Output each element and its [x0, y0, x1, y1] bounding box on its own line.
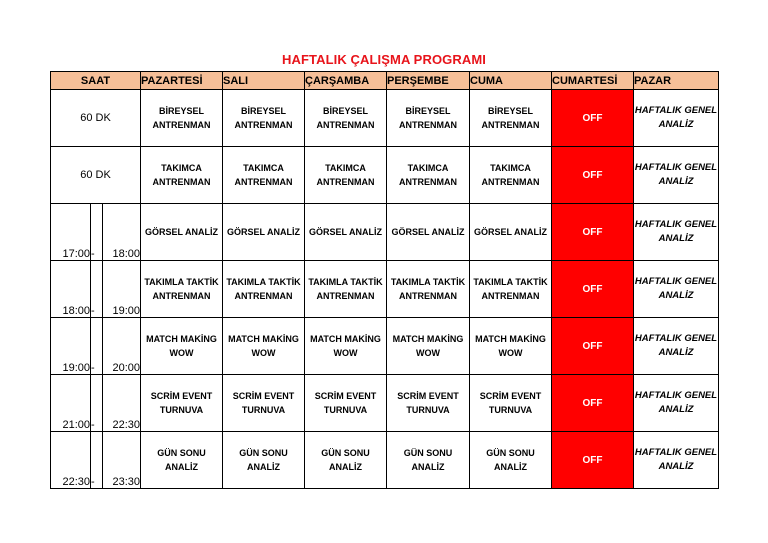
activity-line: SCRİM EVENT [479, 391, 542, 401]
activity-line: ANTRENMAN [481, 291, 540, 301]
schedule-table [50, 71, 719, 489]
activity-line: ANTRENMAN [399, 120, 457, 130]
activity-cell [387, 90, 470, 147]
activity-line: TAKIMLA TAKTİK [390, 277, 466, 287]
sunday-line: HAFTALIK GENEL [634, 162, 718, 173]
activity-line: WOW [251, 348, 276, 358]
activity-cell [223, 375, 305, 432]
off-label: OFF [582, 397, 603, 409]
activity-cell [387, 147, 470, 204]
header-sunday: PAZAR [634, 72, 719, 90]
activity-cell [387, 375, 470, 432]
activity-line: GÜN SONU [157, 448, 206, 458]
activity-line: BİREYSEL [240, 106, 286, 116]
activity-cell [141, 147, 223, 204]
sunday-line: HAFTALIK GENEL [634, 333, 718, 344]
activity-cell [223, 318, 305, 375]
activity-cell [223, 432, 305, 489]
activity-line: TAKIMLA TAKTİK [308, 277, 383, 287]
activity-line: BİREYSEL [158, 106, 204, 116]
sunday-cell [634, 147, 719, 204]
activity-line: ANTRENMAN [152, 177, 211, 187]
activity-line: ANALİZ [247, 462, 280, 472]
off-label: OFF [582, 454, 603, 466]
activity-line: ANALİZ [165, 462, 198, 472]
sunday-line: ANALİZ [658, 290, 694, 301]
sunday-cell [634, 375, 719, 432]
off-cell [552, 375, 634, 432]
activity-line: ANTRENMAN [234, 177, 293, 187]
activity-cell [470, 432, 552, 489]
activity-line: TURNUVA [241, 405, 286, 415]
activity-line: MATCH MAKİNG [228, 334, 299, 344]
sunday-line: HAFTALIK GENEL [634, 447, 718, 458]
activity-line: MATCH MAKİNG [392, 334, 464, 344]
activity-cell [223, 90, 305, 147]
activity-line: TAKIMLA TAKTİK [144, 277, 219, 287]
activity-line: SCRİM EVENT [232, 391, 295, 401]
activity-line: GÜN SONU [321, 448, 370, 458]
activity-line: WOW [333, 348, 358, 358]
activity-line: TURNUVA [159, 405, 204, 415]
sunday-cell [634, 90, 719, 147]
sunday-cell [634, 318, 719, 375]
sunday-line: ANALİZ [658, 176, 694, 187]
activity-line: TAKIMLA TAKTİK [473, 277, 548, 287]
activity-cell [387, 204, 470, 261]
off-cell [552, 261, 634, 318]
header-tuesday: SALI [223, 72, 305, 90]
activity-line: SCRİM EVENT [314, 391, 377, 401]
sunday-line: ANALİZ [658, 347, 694, 358]
off-label: OFF [582, 169, 603, 181]
time-start: 17:00 [51, 204, 91, 261]
activity-line: WOW [498, 348, 523, 358]
activity-line: TAKIMCA [407, 163, 449, 173]
sunday-cell [634, 204, 719, 261]
time-end: 23:30 [103, 432, 141, 489]
activity-line: BİREYSEL [322, 106, 368, 116]
activity-cell [305, 261, 387, 318]
time-separator: - [91, 318, 103, 375]
time-end: 22:30 [103, 375, 141, 432]
header-wednesday: ÇARŞAMBA [305, 72, 387, 90]
time-end: 19:00 [103, 261, 141, 318]
header-monday: PAZARTESİ [141, 72, 223, 90]
sunday-line: HAFTALIK GENEL [634, 105, 718, 116]
sunday-cell [634, 432, 719, 489]
time-start: 19:00 [51, 318, 91, 375]
time-duration: 60 DK [51, 90, 141, 147]
activity-line: GÖRSEL ANALİZ [391, 227, 465, 237]
time-separator: - [91, 432, 103, 489]
activity-line: ANTRENMAN [481, 120, 540, 130]
activity-line: ANALİZ [494, 462, 527, 472]
activity-cell [223, 261, 305, 318]
time-end: 18:00 [103, 204, 141, 261]
sunday-line: ANALİZ [658, 461, 694, 472]
activity-cell [470, 318, 552, 375]
off-label: OFF [582, 112, 603, 124]
sunday-line: ANALİZ [658, 119, 694, 130]
activity-line: TAKIMCA [243, 163, 284, 173]
header-thursday: PERŞEMBE [387, 72, 470, 90]
activity-line: ANTRENMAN [234, 120, 293, 130]
time-separator: - [91, 261, 103, 318]
header-saat: SAAT [51, 72, 141, 90]
sunday-line: HAFTALIK GENEL [634, 390, 718, 401]
activity-cell [141, 261, 223, 318]
activity-cell [305, 432, 387, 489]
activity-line: ANTRENMAN [152, 120, 211, 130]
time-start: 21:00 [51, 375, 91, 432]
activity-line: GÜN SONU [486, 448, 535, 458]
activity-line: TAKIMCA [490, 163, 531, 173]
activity-line: MATCH MAKİNG [475, 334, 546, 344]
activity-line: TURNUVA [406, 405, 450, 415]
off-cell [552, 90, 634, 147]
off-label: OFF [582, 340, 603, 352]
activity-cell [305, 204, 387, 261]
off-cell [552, 318, 634, 375]
header-saturday: CUMARTESİ [552, 72, 634, 90]
activity-cell [305, 90, 387, 147]
activity-line: GÖRSEL ANALİZ [473, 227, 547, 237]
activity-cell [223, 147, 305, 204]
sunday-line: ANALİZ [658, 404, 694, 415]
activity-line: SCRİM EVENT [397, 391, 459, 401]
activity-line: GÖRSEL ANALİZ [226, 227, 300, 237]
activity-line: BİREYSEL [405, 106, 451, 116]
table-row [51, 318, 719, 375]
activity-cell [141, 375, 223, 432]
activity-line: GÜN SONU [403, 448, 453, 458]
time-separator: - [91, 204, 103, 261]
header-row [51, 72, 719, 90]
activity-line: TURNUVA [323, 405, 368, 415]
activity-line: ANALİZ [411, 462, 445, 472]
header-friday: CUMA [470, 72, 552, 90]
time-end: 20:00 [103, 318, 141, 375]
sunday-line: HAFTALIK GENEL [634, 219, 718, 230]
activity-cell [470, 375, 552, 432]
activity-cell [223, 204, 305, 261]
activity-line: WOW [169, 348, 194, 358]
activity-line: ANTRENMAN [481, 177, 540, 187]
activity-line: GÖRSEL ANALİZ [144, 227, 218, 237]
activity-cell [470, 90, 552, 147]
activity-cell [305, 147, 387, 204]
activity-line: ANTRENMAN [316, 120, 375, 130]
table-row [51, 375, 719, 432]
activity-line: BİREYSEL [487, 106, 533, 116]
activity-line: SCRİM EVENT [150, 391, 213, 401]
activity-cell [470, 147, 552, 204]
table-row [51, 147, 719, 204]
activity-line: GÖRSEL ANALİZ [308, 227, 382, 237]
sunday-line: ANALİZ [658, 233, 694, 244]
activity-line: ANTRENMAN [399, 177, 457, 187]
activity-cell [387, 318, 470, 375]
table-row [51, 204, 719, 261]
off-label: OFF [582, 283, 603, 295]
activity-cell [470, 204, 552, 261]
activity-line: ANALİZ [329, 462, 362, 472]
sunday-line: HAFTALIK GENEL [634, 276, 718, 287]
sunday-cell [634, 261, 719, 318]
off-label: OFF [582, 226, 603, 238]
off-cell [552, 147, 634, 204]
activity-line: ANTRENMAN [152, 291, 211, 301]
activity-cell [141, 90, 223, 147]
table-row [51, 90, 719, 147]
off-cell [552, 204, 634, 261]
time-duration: 60 DK [51, 147, 141, 204]
page-title: HAFTALIK ÇALIŞMA PROGRAMI [282, 52, 486, 67]
activity-cell [470, 261, 552, 318]
activity-line: MATCH MAKİNG [310, 334, 381, 344]
time-start: 18:00 [51, 261, 91, 318]
table-row [51, 261, 719, 318]
activity-line: TAKIMCA [161, 163, 202, 173]
table-row [51, 432, 719, 489]
time-separator: - [91, 375, 103, 432]
activity-cell [305, 375, 387, 432]
activity-cell [305, 318, 387, 375]
activity-line: ANTRENMAN [234, 291, 293, 301]
activity-cell [141, 432, 223, 489]
activity-line: ANTRENMAN [316, 177, 375, 187]
time-start: 22:30 [51, 432, 91, 489]
activity-cell [387, 261, 470, 318]
activity-line: TAKIMCA [325, 163, 366, 173]
activity-line: ANTRENMAN [399, 291, 457, 301]
activity-line: GÜN SONU [239, 448, 288, 458]
activity-line: MATCH MAKİNG [146, 334, 217, 344]
activity-line: WOW [416, 348, 440, 358]
activity-cell [387, 432, 470, 489]
activity-cell [141, 318, 223, 375]
off-cell [552, 432, 634, 489]
activity-line: TURNUVA [488, 405, 533, 415]
activity-line: TAKIMLA TAKTİK [226, 277, 301, 287]
activity-line: ANTRENMAN [316, 291, 375, 301]
activity-cell [141, 204, 223, 261]
